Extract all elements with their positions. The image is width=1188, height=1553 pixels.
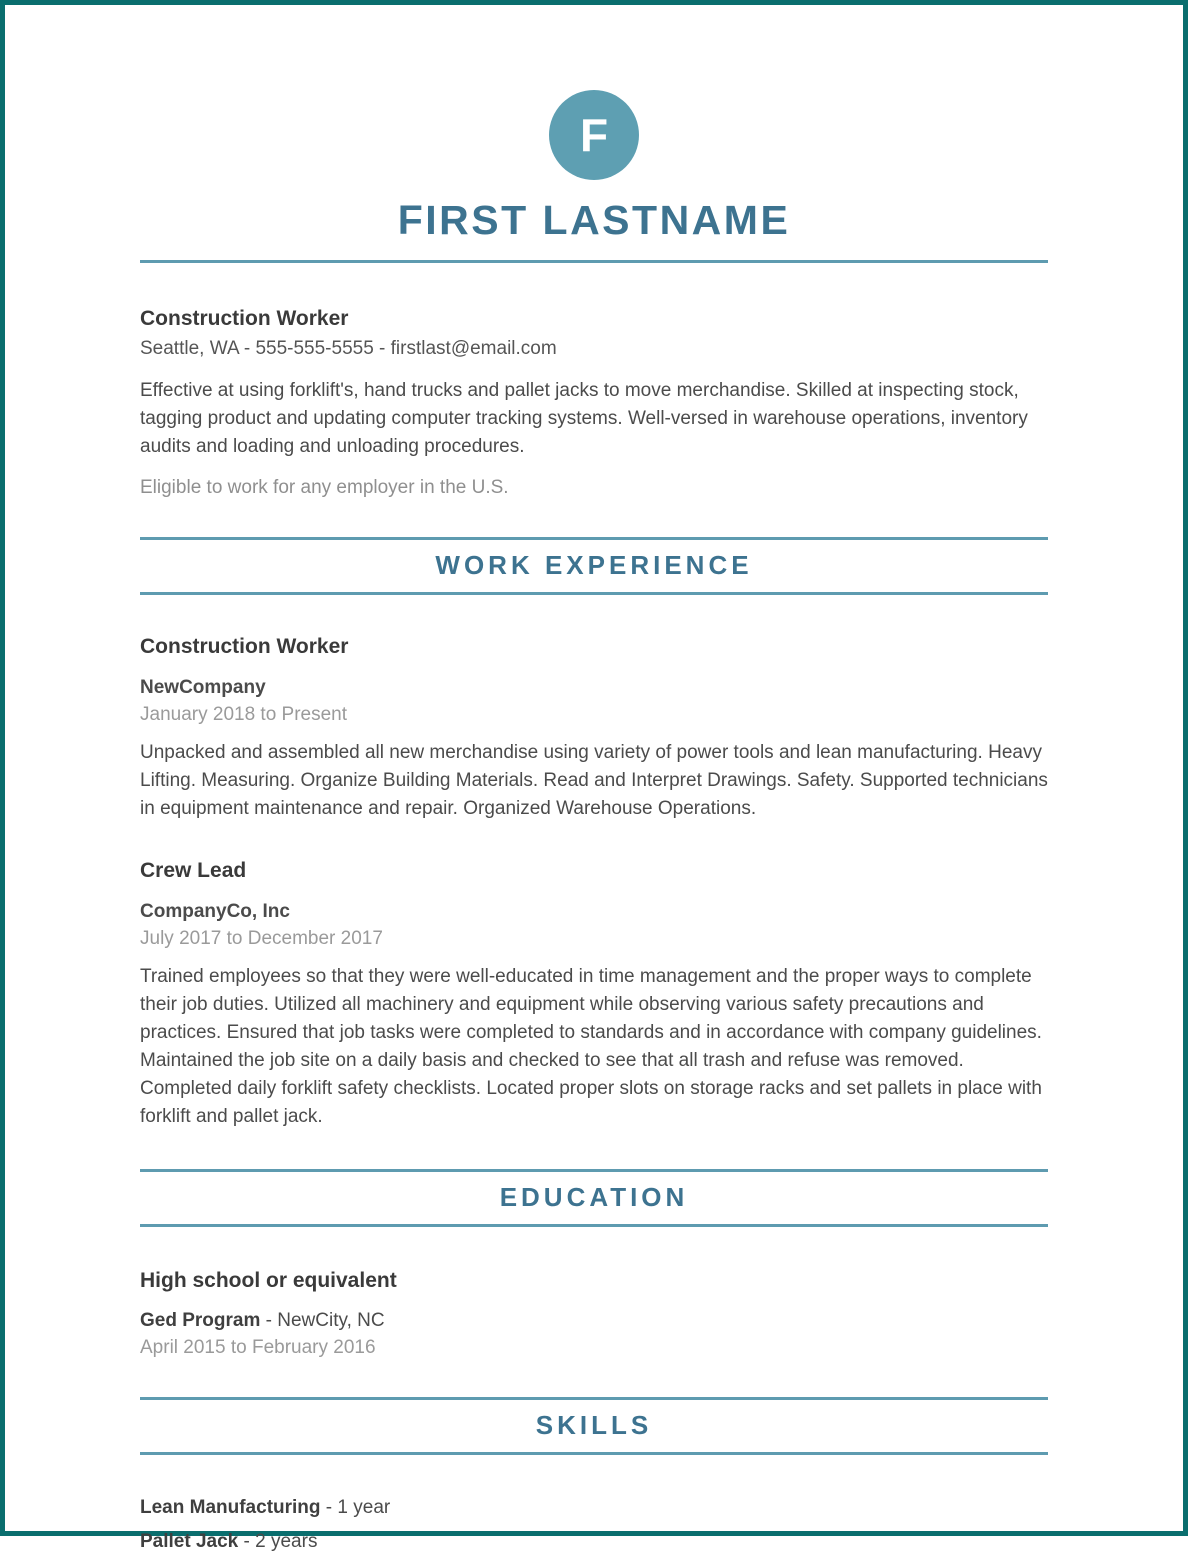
skill-name: Pallet Jack	[140, 1531, 239, 1552]
job-entry	[140, 859, 1048, 1131]
skills-header	[140, 1397, 1048, 1455]
skill-duration: - 2 years	[238, 1531, 318, 1552]
job-dates: January 2018 to Present	[140, 704, 348, 725]
contact-line: Seattle, WA - 555-555-5555 - firstlast@email.com	[140, 338, 557, 359]
job-company: NewCompany	[140, 677, 266, 698]
job-title: Crew Lead	[140, 859, 247, 882]
education-degree: High school or equivalent	[140, 1269, 397, 1292]
education-header	[140, 1169, 1048, 1227]
eligibility-line: Eligible to work for any employer in the U.S.	[140, 477, 509, 498]
resume-content	[140, 90, 1048, 1553]
job-dates: July 2017 to December 2017	[140, 928, 383, 949]
skill-item	[140, 1531, 1048, 1553]
work-experience-header	[140, 537, 1048, 595]
skill-item	[140, 1497, 1048, 1519]
education-location: - NewCity, NC	[260, 1310, 385, 1331]
job-title: Construction Worker	[140, 635, 349, 658]
job-description: Unpacked and assembled all new merchandise using variety of power tools and lean manufacturing. Heavy Lifting. Measuring. Organize Building Materials. Read and Interpret Drawings. Safety. Supported technicians in equipment maintenance and repair. Organized Warehouse Operations.	[140, 742, 1048, 819]
avatar-letter: F	[579, 109, 609, 161]
education-program: Ged Program	[140, 1310, 261, 1331]
skills-list	[140, 1497, 1048, 1553]
profile-section	[140, 307, 1048, 499]
name-divider	[140, 260, 1048, 263]
job-entry	[140, 635, 1048, 823]
skill-duration: - 1 year	[320, 1497, 391, 1518]
education-entry	[140, 1269, 1048, 1359]
education-program-line	[140, 1310, 1048, 1332]
job-description: Trained employees so that they were well-educated in time management and the proper ways to complete their job duties. Utilized all machinery and equipment while observing various safety precautions and practices. Ensured that job tasks were completed to standards and in accordance with company guidelines. Maintained the job site on a daily basis and checked to see that all trash and refuse was removed. Completed daily forklift safety checklists. Located proper slots on storage racks and set pallets in place with forklift and pallet jack.	[140, 966, 1042, 1127]
profile-job-title: Construction Worker	[140, 307, 349, 330]
avatar	[549, 90, 639, 180]
education-title: EDUCATION	[499, 1182, 689, 1212]
full-name: FIRST LASTNAME	[397, 197, 791, 243]
job-company: CompanyCo, Inc	[140, 901, 290, 922]
work-experience-title: WORK EXPERIENCE	[435, 550, 753, 580]
summary-paragraph: Effective at using forklift's, hand trucks and pallet jacks to move merchandise. Skilled at inspecting stock, tagging product and updating computer tracking systems. Well-versed in warehouse operations, inventory audits and loading and unloading procedures.	[140, 380, 1028, 457]
skills-title: SKILLS	[535, 1410, 653, 1440]
skill-name: Lean Manufacturing	[140, 1497, 321, 1518]
education-dates: April 2015 to February 2016	[140, 1337, 376, 1358]
